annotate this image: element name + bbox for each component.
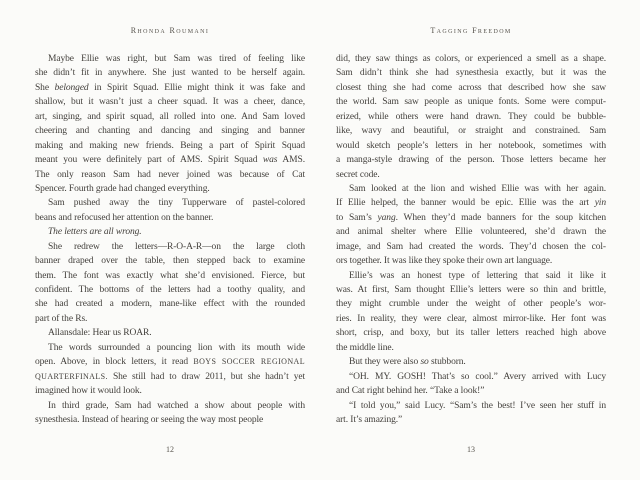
body-text-run: ors together. It was like they spoke their own art language. xyxy=(336,256,553,267)
text-line xyxy=(35,341,305,355)
body-text-run: them. The font was exactly what she’d envisioned. Fierce, but xyxy=(35,270,305,281)
body-text-run: Spencer. Fourth grade had changed everything. xyxy=(35,183,210,194)
body-text-run: She still had to draw 2011, but she hadn’t yet xyxy=(107,371,305,382)
body-text-run: Sam looked at the lion and wished Ellie was with her again. xyxy=(349,183,606,194)
body-text-run: open. Above, in block letters, it read xyxy=(35,357,194,368)
body-text-run: making and making new friends. Being a part of Spirit Squad xyxy=(35,140,305,151)
text-line xyxy=(336,168,606,182)
text-line xyxy=(35,110,305,124)
body-text-run: But they were also xyxy=(349,357,421,368)
text-line xyxy=(336,211,606,225)
body-text-run: AMS. xyxy=(277,155,305,166)
text-line xyxy=(336,124,606,138)
body-text-run: meant you were definitely part of AMS. Spirit Squad xyxy=(35,155,263,166)
text-line xyxy=(336,66,606,80)
body-text-run: Maybe Ellie was right, but Sam was tired of feeling like xyxy=(48,54,305,64)
text-line xyxy=(35,81,305,95)
body-text-run: art. It’s amazing.” xyxy=(336,414,403,425)
body-text-run: the middle line. xyxy=(336,342,394,353)
body-text-run: In third grade, Sam had watched a show about people with xyxy=(48,400,305,411)
text-line xyxy=(35,124,305,138)
text-line xyxy=(35,52,305,66)
body-text-run: they might crumble under the weight of other people’s wor- xyxy=(336,299,606,310)
text-line xyxy=(336,254,606,268)
small-caps-text: QUARTERFINALS. xyxy=(35,371,108,381)
text-line xyxy=(336,196,606,210)
text-line xyxy=(336,399,606,413)
body-text-run: She redrew the letters—R-O-A-R—on the large cloth xyxy=(48,241,305,252)
body-text-run: synesthesia. Instead of hearing or seeing the way most people xyxy=(35,414,264,425)
text-line xyxy=(336,297,606,311)
text-line xyxy=(35,413,305,427)
italic-text: belonged xyxy=(54,82,89,93)
text-line xyxy=(35,168,305,182)
body-text-run: art, singing, and spirit squad, all rolled into one. And Sam loved xyxy=(35,111,305,122)
body-text-run: stubborn. xyxy=(428,357,466,368)
body-text-run: Sam pushed away the tiny Tupperware of pastel-colored xyxy=(48,198,305,209)
body-text-run: did, they saw things as colors, or experienced a smell as a shape. xyxy=(336,54,606,64)
italic-text: so xyxy=(420,357,429,368)
running-head-author: Rhonda Roumani xyxy=(130,26,210,35)
text-line xyxy=(336,225,606,239)
body-text-run: the world. Sam saw people as unique fonts. Some were comput- xyxy=(336,97,606,108)
text-line xyxy=(35,139,305,153)
text-line xyxy=(336,312,606,326)
body-text-run: erized, while others were hand drawn. They could be bubble- xyxy=(336,111,606,122)
body-text-run: secret code. xyxy=(336,169,380,180)
text-line xyxy=(35,384,305,398)
left-page-lines xyxy=(35,52,305,427)
text-line xyxy=(336,240,606,254)
body-text-run: “I told you,” said Lucy. “Sam’s the best! I’ve seen her stuff in xyxy=(349,400,606,411)
body-text-run: Sam didn’t think she had synesthesia exactly, but it was the xyxy=(336,68,606,79)
text-line xyxy=(35,225,305,239)
text-line xyxy=(35,153,305,167)
text-line xyxy=(336,355,606,369)
page-number-right: 13 xyxy=(467,445,475,454)
body-text-run: If Ellie helped, the banner would be epic. Ellie was the art xyxy=(336,198,595,209)
text-line xyxy=(35,269,305,283)
running-head-title: Tagging Freedom xyxy=(430,26,512,35)
text-line xyxy=(35,240,305,254)
body-text-run: ries. In reality, they were clear, almost mirror-like. Her font was xyxy=(336,313,606,324)
text-line xyxy=(336,81,606,95)
text-line xyxy=(35,283,305,297)
italic-text: was xyxy=(262,155,278,166)
text-line xyxy=(336,370,606,384)
body-text-run: part of the Rs. xyxy=(35,313,88,324)
text-line xyxy=(336,341,606,355)
text-line xyxy=(35,355,305,369)
body-text-run: She xyxy=(35,82,55,93)
page-number-left: 12 xyxy=(166,445,174,454)
small-caps-text: BOYS SOCCER REGIONAL xyxy=(193,357,306,367)
right-page-lines xyxy=(336,52,606,427)
text-line xyxy=(336,269,606,283)
text-line xyxy=(35,312,305,326)
body-text-run: image, and Sam had created the words. They’d chosen the col- xyxy=(336,241,606,252)
text-line xyxy=(336,283,606,297)
body-text-run: in Spirit Squad. Ellie might think it was fake and xyxy=(88,82,305,93)
text-line xyxy=(35,326,305,340)
text-line xyxy=(336,326,606,340)
text-line xyxy=(336,182,606,196)
italic-text: yin xyxy=(594,198,606,209)
text-line xyxy=(336,110,606,124)
body-text-run: The words surrounded a pouncing lion with its mouth wide xyxy=(48,342,305,353)
text-line xyxy=(336,52,606,66)
italic-text: yang xyxy=(377,212,396,223)
body-text-run: . When they’d made banners for the soup kitchen xyxy=(395,212,606,223)
page-right xyxy=(320,0,640,480)
text-line xyxy=(35,196,305,210)
body-text-run: shallow, but it wasn’t just a cheer squad. It was a cheer, dance, xyxy=(35,97,305,108)
body-text-run: Allansdale: Hear us ROAR. xyxy=(48,328,152,339)
body-text-run: confident. The bottoms of the letters had a toothy quality, and xyxy=(35,285,305,295)
text-line xyxy=(35,399,305,413)
text-line xyxy=(35,297,305,311)
body-text-run: to Sam’s xyxy=(336,212,378,223)
text-line xyxy=(35,211,305,225)
body-text-run: banner draped over the table, then stepped back to examine xyxy=(35,256,305,267)
text-line xyxy=(35,182,305,196)
text-line xyxy=(35,254,305,268)
body-text-run: closest thing she had come across that described how she saw xyxy=(336,82,606,93)
text-line xyxy=(35,95,305,109)
body-text-run: would sketch people’s letters in her notebook, sometimes with xyxy=(336,140,606,151)
body-text-run: she had created a modern, mane-like effect with the rounded xyxy=(35,299,305,310)
body-text-run: “OH. MY. GOSH! That’s so cool.” Avery arrived with Lucy xyxy=(349,371,606,382)
body-text-run: Ellie’s was an honest type of lettering that said it like it xyxy=(349,270,606,281)
body-text-run: The only reason Sam had never joined was because of Cat xyxy=(35,169,305,180)
text-line xyxy=(35,66,305,80)
text-line xyxy=(35,370,305,384)
italic-text: The letters are all wrong. xyxy=(48,227,142,238)
text-line xyxy=(336,384,606,398)
text-line xyxy=(336,139,606,153)
body-text-run: a manga-style drawing of the person. Those letters became her xyxy=(336,155,606,166)
text-line xyxy=(336,153,606,167)
body-text-run: like, wavy and beautiful, or straight and constrained. Sam xyxy=(336,126,606,137)
body-text-run: short, crisp, and boxy, but its taller letters reached high above xyxy=(336,328,606,339)
body-text-run: imagined how it would look. xyxy=(35,386,142,397)
body-text-run: cheering and chanting and dancing and singing and banner xyxy=(35,126,305,137)
text-line xyxy=(336,95,606,109)
body-text-run: she didn’t fit in anywhere. She just wanted to be herself again. xyxy=(35,68,305,79)
body-text-run: beans and refocused her attention on the banner. xyxy=(35,212,214,223)
body-text-run: was. At first, Sam thought Ellie’s letters were so thin and brittle, xyxy=(336,285,606,295)
text-line xyxy=(336,413,606,427)
body-text-run: and animal shelter where Ellie volunteered, she’d drawn the xyxy=(336,227,606,238)
body-text-run: and Cat right behind her. “Take a look!” xyxy=(336,386,485,397)
